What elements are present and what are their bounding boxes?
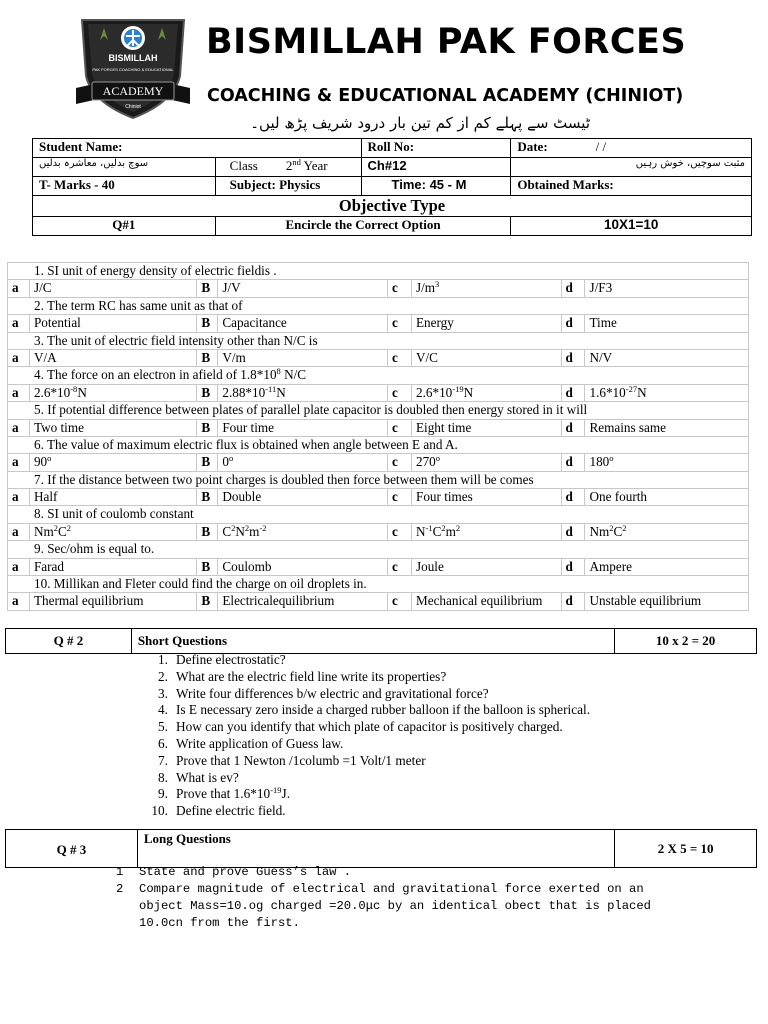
option-letter-c: c xyxy=(388,558,412,575)
mcq-question-row xyxy=(8,471,749,488)
option-a[interactable]: V/A xyxy=(29,349,196,366)
option-d[interactable]: $1.6*10^{-27}N$ xyxy=(585,384,749,401)
long-question-number: 2 xyxy=(116,882,124,896)
mcq-question-text: 4. The force on an electron in afield of $1.8*10^8$ N/C xyxy=(8,367,749,384)
option-c[interactable]: $J/m^3$ xyxy=(411,280,561,297)
short-question-text: Prove that $1.6*10^{-19}J$. xyxy=(176,785,291,802)
option-letter-d: d xyxy=(561,384,585,401)
short-question-number: 6. xyxy=(158,735,168,751)
short-question-text: Write four differences b/w electric and gravitational force? xyxy=(176,685,489,701)
option-b[interactable]: Double xyxy=(218,489,388,506)
short-questions-list xyxy=(144,652,590,820)
mcq-question-text: 2. The term RC has same unit as that of xyxy=(8,297,749,314)
mcq-question-row xyxy=(8,576,749,593)
mcq-question-row xyxy=(8,506,749,523)
academy-logo xyxy=(74,14,192,120)
option-b[interactable]: V/m xyxy=(218,349,388,366)
short-question-item xyxy=(144,719,590,736)
long-questions-list xyxy=(116,864,656,932)
option-letter-a: a xyxy=(8,593,30,610)
short-question-number: 7. xyxy=(158,752,168,768)
long-question-item xyxy=(116,881,656,932)
option-c[interactable]: Energy xyxy=(411,315,561,332)
option-letter-d: d xyxy=(561,349,585,366)
student-info-table xyxy=(32,138,752,236)
option-c[interactable]: Joule xyxy=(411,558,561,575)
short-question-number: 8. xyxy=(158,769,168,785)
option-letter-a: a xyxy=(8,315,30,332)
mcq-question-row xyxy=(8,297,749,314)
option-letter-b: B xyxy=(197,523,218,540)
mcq-question-text: 6. The value of maximum electric flux is obtained when angle between E and A. xyxy=(8,436,749,453)
option-d[interactable]: 180$^o$ xyxy=(585,454,749,471)
option-letter-c: c xyxy=(388,280,412,297)
q1-label: Q#1 xyxy=(33,217,216,236)
option-letter-b: B xyxy=(197,315,218,332)
option-letter-b: B xyxy=(197,384,218,401)
option-letter-b: B xyxy=(197,454,218,471)
mcq-options-row xyxy=(8,489,749,506)
class-suffix: Year xyxy=(303,158,328,173)
option-letter-d: d xyxy=(561,280,585,297)
class-cell xyxy=(215,158,361,177)
q3-label: Q # 3 xyxy=(6,830,138,868)
option-letter-d: d xyxy=(561,454,585,471)
option-letter-d: d xyxy=(561,523,585,540)
option-a[interactable]: J/C xyxy=(29,280,196,297)
mcq-options-row xyxy=(8,558,749,575)
mcq-question-row xyxy=(8,541,749,558)
option-d[interactable]: Time xyxy=(585,315,749,332)
option-a[interactable]: Potential xyxy=(29,315,196,332)
option-letter-d: d xyxy=(561,419,585,436)
urdu-slogan-right: مثبت سوچیں، خوش رہیں xyxy=(511,158,752,177)
q3-header xyxy=(5,829,757,868)
option-letter-b: B xyxy=(197,349,218,366)
option-c[interactable]: Eight time xyxy=(411,419,561,436)
mcq-options-row xyxy=(8,593,749,610)
short-question-item xyxy=(144,702,590,719)
q3-marks: 2 X 5 = 10 xyxy=(615,830,757,868)
logo-text-banner: ACADEMY xyxy=(102,84,164,98)
option-a[interactable]: Farad xyxy=(29,558,196,575)
option-letter-c: c xyxy=(388,523,412,540)
option-d[interactable]: Remains same xyxy=(585,419,749,436)
short-question-text: Prove that 1 Newton /1columb =1 Volt/1 meter xyxy=(176,752,426,768)
mcq-options-row xyxy=(8,384,749,401)
short-question-number: 4. xyxy=(158,702,168,718)
academy-title: BISMILLAH PAK FORCES xyxy=(206,22,687,62)
option-letter-c: c xyxy=(388,349,412,366)
urdu-slogan-left: سوچ بدلیں، معاشرہ بدلیں xyxy=(33,158,216,177)
option-letter-c: c xyxy=(388,593,412,610)
short-question-item xyxy=(144,770,590,787)
option-b[interactable]: $C^2N^2m^{-2}$ xyxy=(218,523,388,540)
q2-marks: 10 x 2 = 20 xyxy=(615,629,757,654)
option-letter-a: a xyxy=(8,419,30,436)
option-d[interactable]: Unstable equilibrium xyxy=(585,593,749,610)
option-letter-b: B xyxy=(197,419,218,436)
short-question-text: Define electrostatic? xyxy=(176,652,286,667)
long-question-text: Compare magnitude of electrical and gravitational force exerted on an object Mass=10.og charged =20.0μc by an identical obect that is placed 10.0cn from the first. xyxy=(139,882,651,930)
option-letter-a: a xyxy=(8,384,30,401)
short-question-item xyxy=(144,652,590,669)
short-question-text: Is E necessary zero inside a charged rubber balloon if the balloon is spherical. xyxy=(176,702,591,718)
time-cell: Time: 45 - M xyxy=(361,177,511,196)
q2-title: Short Questions xyxy=(131,629,614,654)
option-letter-d: d xyxy=(561,558,585,575)
q2-header xyxy=(5,628,757,654)
logo-text-place: Chiniot xyxy=(125,104,141,110)
option-letter-c: c xyxy=(388,489,412,506)
option-d[interactable]: Ampere xyxy=(585,558,749,575)
mcq-question-text: 9. Sec/ohm is equal to. xyxy=(8,541,749,558)
option-letter-c: c xyxy=(388,419,412,436)
option-c[interactable]: $N^{-1}C^2m^2$ xyxy=(411,523,561,540)
option-a[interactable]: $Nm^2C^2$ xyxy=(29,523,196,540)
option-letter-d: d xyxy=(561,593,585,610)
option-a[interactable]: Two time xyxy=(29,419,196,436)
option-letter-a: a xyxy=(8,349,30,366)
short-question-item xyxy=(144,686,590,703)
mcq-options-row xyxy=(8,280,749,297)
option-b[interactable]: Capacitance xyxy=(218,315,388,332)
option-d[interactable]: One fourth xyxy=(585,489,749,506)
short-question-number: 9. xyxy=(158,786,168,802)
short-question-number: 5. xyxy=(158,719,168,735)
short-question-item xyxy=(144,736,590,753)
mcq-question-text: 3. The unit of electric field intensity other than N/C is xyxy=(8,332,749,349)
long-question-number: 1 xyxy=(116,865,124,879)
mcq-question-row xyxy=(8,263,749,280)
short-question-item xyxy=(144,786,590,803)
mcq-table xyxy=(7,262,749,611)
option-d[interactable]: $Nm^2C^2$ xyxy=(585,523,749,540)
mcq-options-row xyxy=(8,454,749,471)
short-question-number: 2. xyxy=(158,668,168,684)
class-value: 2 xyxy=(285,158,293,173)
option-c[interactable]: Mechanical equilibrium xyxy=(411,593,561,610)
mcq-question-row xyxy=(8,332,749,349)
short-question-text: What are the electric field line write its properties? xyxy=(176,668,447,684)
logo-text-sub: PAK FORCES COACHING & EDUCATIONAL xyxy=(92,67,174,72)
short-question-number: 1. xyxy=(158,652,168,667)
option-b[interactable]: Four time xyxy=(218,419,388,436)
mcq-question-text: 8. SI unit of coulomb constant xyxy=(8,506,749,523)
option-letter-a: a xyxy=(8,280,30,297)
mcq-options-row xyxy=(8,349,749,366)
option-c[interactable]: $2.6*10^{-19}N$ xyxy=(411,384,561,401)
option-letter-b: B xyxy=(197,280,218,297)
mcq-question-text: 5. If potential difference between plates of parallel plate capacitor is doubled then energy stored in it will xyxy=(8,402,749,419)
short-question-number: 3. xyxy=(158,685,168,701)
short-question-number: 10. xyxy=(151,803,168,819)
long-question-item xyxy=(116,864,656,881)
short-question-text: Define electric field. xyxy=(176,803,286,819)
option-letter-d: d xyxy=(561,315,585,332)
option-letter-c: c xyxy=(388,384,412,401)
short-question-text: Write application of Guess law. xyxy=(176,735,344,751)
short-question-text: What is ev? xyxy=(176,769,239,785)
option-c[interactable]: 270$^o$ xyxy=(411,454,561,471)
short-question-item xyxy=(144,669,590,686)
mcq-options-row xyxy=(8,523,749,540)
mcq-question-text: 1. SI unit of energy density of electric fieldis . xyxy=(8,263,749,280)
option-c[interactable]: V/C xyxy=(411,349,561,366)
option-b[interactable]: J/V xyxy=(218,280,388,297)
mcq-question-text: 7. If the distance between two point charges is doubled then force between them will be comes xyxy=(8,471,749,488)
mcq-question-row xyxy=(8,402,749,419)
option-letter-a: a xyxy=(8,489,30,506)
option-b[interactable]: $2.88*10^{-11}N$ xyxy=(218,384,388,401)
option-b[interactable]: 0$^o$ xyxy=(218,454,388,471)
urdu-instruction: ٹیسٹ سے پہلے کم از کم تین بار درود شریف پڑھ لیں۔ xyxy=(250,114,590,132)
q1-instruction: Encircle the Correct Option xyxy=(215,217,511,236)
obtained-marks-field[interactable]: Obtained Marks: xyxy=(511,177,752,196)
option-letter-a: a xyxy=(8,454,30,471)
subject-cell: Subject: Physics xyxy=(215,177,361,196)
short-question-text: How can you identify that which plate of capacitor is positively charged. xyxy=(176,719,563,735)
option-a[interactable]: $2.6*10^{-8}N$ xyxy=(29,384,196,401)
option-d[interactable]: J/F3 xyxy=(585,280,749,297)
option-a[interactable]: Thermal equilibrium xyxy=(29,593,196,610)
q2-label: Q # 2 xyxy=(6,629,132,654)
q3-title: Long Questions xyxy=(137,830,614,868)
student-name-field[interactable]: Student Name: xyxy=(33,139,362,158)
option-b[interactable]: Electricalequilibrium xyxy=(218,593,388,610)
option-d[interactable]: N/V xyxy=(585,349,749,366)
mcq-options-row xyxy=(8,315,749,332)
class-label: Class xyxy=(229,158,258,173)
short-question-item xyxy=(144,803,590,820)
option-a[interactable]: Half xyxy=(29,489,196,506)
option-a[interactable]: 90$^o$ xyxy=(29,454,196,471)
long-question-text: State and prove Guess’s law . xyxy=(139,865,352,879)
option-letter-a: a xyxy=(8,523,30,540)
option-letter-c: c xyxy=(388,454,412,471)
option-letter-b: B xyxy=(197,558,218,575)
date-label: Date: xyxy=(517,139,548,154)
date-field[interactable] xyxy=(511,139,752,158)
q1-marks: 10X1=10 xyxy=(511,217,752,236)
option-letter-c: c xyxy=(388,315,412,332)
logo-text-top: BISMILLAH xyxy=(108,53,158,63)
option-b[interactable]: Coulomb xyxy=(218,558,388,575)
class-sup: nd xyxy=(292,157,301,167)
short-question-item xyxy=(144,753,590,770)
mcq-question-row xyxy=(8,436,749,453)
option-c[interactable]: Four times xyxy=(411,489,561,506)
option-letter-b: B xyxy=(197,593,218,610)
objective-type-heading: Objective Type xyxy=(33,196,752,217)
roll-no-field[interactable]: Roll No: xyxy=(361,139,511,158)
total-marks: T- Marks - 40 xyxy=(33,177,216,196)
option-letter-b: B xyxy=(197,489,218,506)
option-letter-a: a xyxy=(8,558,30,575)
mcq-options-row xyxy=(8,419,749,436)
date-slashes: / / xyxy=(595,139,607,154)
option-letter-d: d xyxy=(561,489,585,506)
academy-subtitle: COACHING & EDUCATIONAL ACADEMY (CHINIOT) xyxy=(207,86,684,106)
mcq-question-text: 10. Millikan and Fleter could find the charge on oil droplets in. xyxy=(8,576,749,593)
mcq-question-row xyxy=(8,367,749,384)
chapter-cell: Ch#12 xyxy=(361,158,511,177)
